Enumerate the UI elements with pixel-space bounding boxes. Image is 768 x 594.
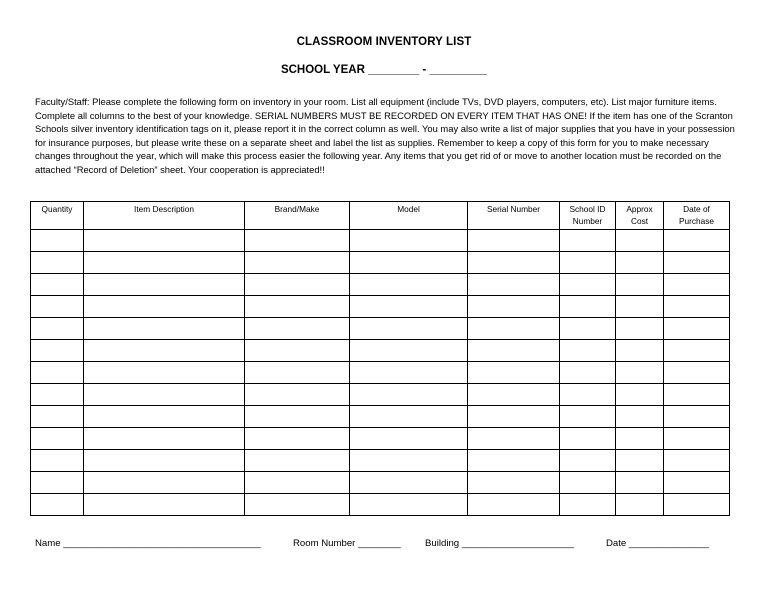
table-cell[interactable] [664,274,730,296]
inventory-table [30,201,730,516]
table-cell[interactable] [560,252,616,274]
table-cell[interactable] [664,340,730,362]
table-cell[interactable] [31,406,84,428]
table-cell[interactable] [245,384,350,406]
table-cell[interactable] [245,362,350,384]
table-cell[interactable] [468,450,560,472]
table-row [31,296,730,318]
table-cell[interactable] [664,384,730,406]
table-cell[interactable] [350,450,468,472]
table-cell[interactable] [560,362,616,384]
table-cell[interactable] [31,384,84,406]
table-header-row [31,202,730,230]
table-cell[interactable] [31,362,84,384]
table-cell[interactable] [84,450,245,472]
table-cell[interactable] [31,230,84,252]
table-cell[interactable] [468,406,560,428]
table-row [31,274,730,296]
table-row [31,230,730,252]
table-cell[interactable] [31,428,84,450]
table-cell[interactable] [616,318,664,340]
table-cell[interactable] [560,340,616,362]
table-cell[interactable] [560,230,616,252]
table-cell[interactable] [616,274,664,296]
table-cell[interactable] [350,318,468,340]
table-cell[interactable] [616,384,664,406]
table-cell[interactable] [350,252,468,274]
table-row [31,406,730,428]
table-cell[interactable] [350,362,468,384]
building-field[interactable]: Building _____________________ [425,538,574,549]
table-cell[interactable] [31,274,84,296]
table-row [31,362,730,384]
header-brand-make: Brand/Make [245,202,350,230]
table-cell[interactable] [468,252,560,274]
table-cell[interactable] [245,406,350,428]
table-cell[interactable] [664,318,730,340]
table-cell[interactable] [616,472,664,494]
table-cell[interactable] [350,472,468,494]
table-cell[interactable] [468,230,560,252]
table-cell[interactable] [468,274,560,296]
instructions-paragraph: Faculty/Staff: Please complete the following form on inventory in your room. List all equipment (include TVs, DVD players, computers, etc). List major furniture items. Complete all columns to the best of your knowledge. SERIAL NUMBERS MUST BE RECORDED ON EVERY ITEM THAT HAS ONE! If the item has one of the Scranton Schools silver inventory identification tags on it, please report it in the correct column as well. You may also write a list of major supplies that you have in your possession for insurance purposes, but please write these on a separate sheet and label the list as supplies. Remember to keep a copy of this form for you to make necessary changes throughout the year, which will make this process easier the following year. Any items that you get rid of or move to another location must be recorded on the attached “Record of Deletion” sheet. Your cooperation is appreciated!! [35,96,735,175]
header-quantity: Quantity [31,202,84,230]
table-cell[interactable] [560,406,616,428]
header-serial-number: Serial Number [468,202,560,230]
table-cell[interactable] [468,428,560,450]
table-cell[interactable] [245,296,350,318]
header-school-id-number: School ID Number [560,202,616,230]
table-cell[interactable] [84,318,245,340]
table-cell[interactable] [616,340,664,362]
table-cell[interactable] [664,230,730,252]
table-cell[interactable] [350,340,468,362]
table-cell[interactable] [560,296,616,318]
table-cell[interactable] [350,274,468,296]
table-row [31,384,730,406]
room-number-field[interactable]: Room Number ________ [293,538,401,549]
table-cell[interactable] [350,384,468,406]
table-cell[interactable] [84,230,245,252]
table-cell[interactable] [560,450,616,472]
school-year-line: SCHOOL YEAR ________ - _________ [280,64,488,76]
table-cell[interactable] [31,472,84,494]
header-item-description: Item Description [84,202,245,230]
table-cell[interactable] [84,362,245,384]
table-cell[interactable] [245,252,350,274]
table-cell[interactable] [560,318,616,340]
name-field[interactable]: Name _____________________________________ [35,538,261,549]
table-cell[interactable] [664,450,730,472]
table-cell[interactable] [31,318,84,340]
table-cell[interactable] [616,406,664,428]
table-cell[interactable] [245,318,350,340]
table-cell[interactable] [31,340,84,362]
table-cell[interactable] [664,406,730,428]
table-row [31,472,730,494]
table-cell[interactable] [664,252,730,274]
table-cell[interactable] [84,384,245,406]
table-cell[interactable] [84,274,245,296]
table-cell[interactable] [245,472,350,494]
table-cell[interactable] [664,428,730,450]
table-cell[interactable] [468,318,560,340]
table-cell[interactable] [560,384,616,406]
header-model: Model [350,202,468,230]
table-cell[interactable] [84,252,245,274]
table-cell[interactable] [560,274,616,296]
table-cell[interactable] [350,406,468,428]
table-cell[interactable] [616,428,664,450]
table-cell[interactable] [245,494,350,516]
table-cell[interactable] [616,362,664,384]
table-cell[interactable] [84,428,245,450]
table-row [31,252,730,274]
table-cell[interactable] [84,406,245,428]
table-cell[interactable] [664,296,730,318]
table-cell[interactable] [664,472,730,494]
table-cell[interactable] [560,494,616,516]
table-cell[interactable] [560,428,616,450]
table-cell[interactable] [31,252,84,274]
table-cell[interactable] [664,362,730,384]
table-cell[interactable] [616,296,664,318]
table-cell[interactable] [616,252,664,274]
table-cell[interactable] [616,230,664,252]
table-cell[interactable] [616,450,664,472]
table-cell[interactable] [245,450,350,472]
table-cell[interactable] [84,340,245,362]
table-cell[interactable] [350,296,468,318]
date-field[interactable]: Date _______________ [606,538,709,549]
table-cell[interactable] [350,494,468,516]
table-cell[interactable] [468,362,560,384]
table-cell[interactable] [245,340,350,362]
table-cell[interactable] [84,494,245,516]
table-row [31,318,730,340]
table-cell[interactable] [31,296,84,318]
table-row [31,494,730,516]
table-cell[interactable] [84,472,245,494]
table-cell[interactable] [350,428,468,450]
table-cell[interactable] [245,274,350,296]
table-cell[interactable] [245,230,350,252]
header-date-of-purchase: Date of Purchase [664,202,730,230]
table-cell[interactable] [245,428,350,450]
table-cell[interactable] [468,384,560,406]
table-cell[interactable] [468,494,560,516]
table-row [31,450,730,472]
table-cell[interactable] [31,494,84,516]
table-cell[interactable] [84,296,245,318]
table-cell[interactable] [664,494,730,516]
table-cell[interactable] [468,340,560,362]
table-cell[interactable] [468,296,560,318]
table-cell[interactable] [560,472,616,494]
table-body [31,230,730,516]
table-row [31,428,730,450]
form-title: CLASSROOM INVENTORY LIST [296,36,472,48]
table-cell[interactable] [31,450,84,472]
table-cell[interactable] [350,230,468,252]
table-cell[interactable] [616,494,664,516]
table-row [31,340,730,362]
table-cell[interactable] [468,472,560,494]
header-approx-cost: Approx Cost [616,202,664,230]
